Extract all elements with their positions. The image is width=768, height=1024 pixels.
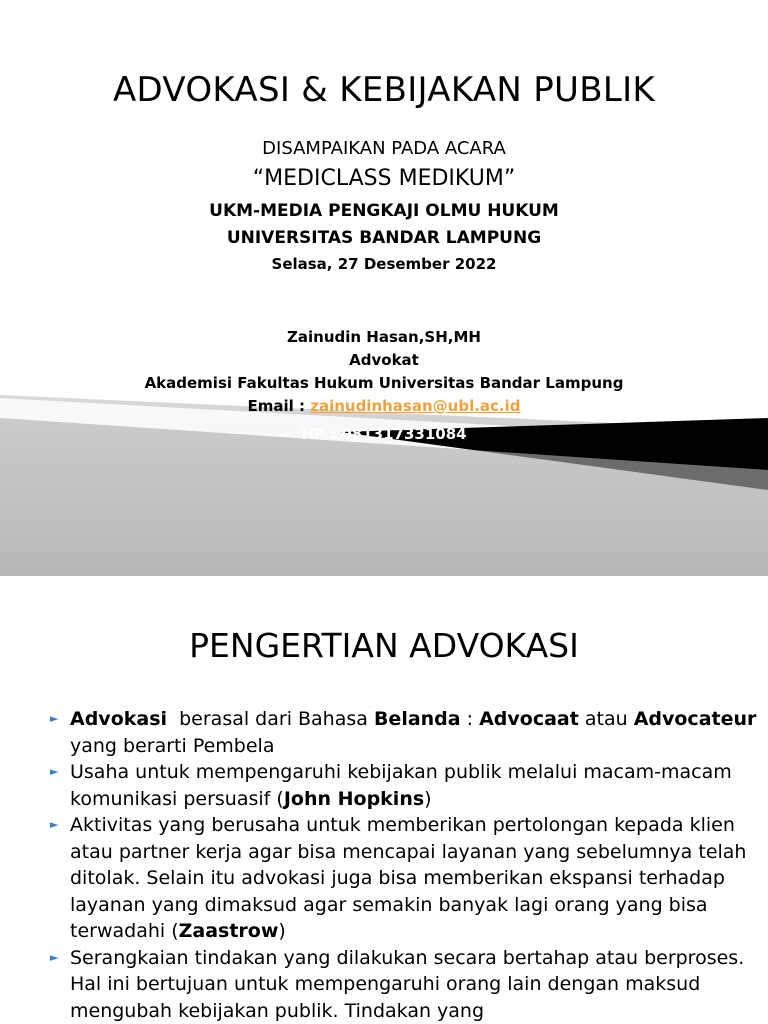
list-item <box>50 706 760 759</box>
list-item <box>50 759 760 812</box>
event-date: Selasa, 27 Desember 2022 <box>271 255 497 273</box>
subtitle: DISAMPAIKAN PADA ACARA <box>262 138 506 159</box>
bullet-text: Serangkaian tindakan yang dilakukan secara bertahap atau berproses. Hal ini bertujuan untuk mempengaruhi orang lain dengan maksud mengubah kebijakan publik. Tindakan yang <box>70 946 745 1022</box>
speaker-name: Zainudin Hasan,SH,MH <box>287 328 481 346</box>
university: UNIVERSITAS BANDAR LAMPUNG <box>226 228 542 248</box>
slide-title: ADVOKASI & KEBIJAKAN PUBLIK <box>112 70 656 110</box>
email-label: Email : <box>247 397 311 415</box>
bullet-text: atau <box>578 708 634 730</box>
email-line <box>0 397 768 415</box>
email-link[interactable]: zainudinhasan@ubl.ac.id <box>310 397 521 415</box>
organizer: UKM-MEDIA PENGKAJI OLMU HUKUM <box>209 201 559 221</box>
event-name: “MEDICLASS MEDIKUM” <box>252 166 516 191</box>
speaker-role: Advokat <box>349 351 419 369</box>
phone-number: HP : 081317331084 <box>301 425 467 443</box>
term-advocaat: Advocaat <box>479 708 579 730</box>
bullet-text: berasal dari Bahasa <box>167 708 374 730</box>
triangle-right-icon: ► <box>50 712 59 725</box>
triangle-right-icon: ► <box>50 950 59 964</box>
bullet-text: yang berarti Pembela <box>70 734 275 757</box>
bullet-text: ) <box>424 787 432 810</box>
bullet-text: Usaha untuk mempengaruhi kebijakan publik melalui macam-macam komunikasi persuasif ( <box>70 761 732 810</box>
speaker-affiliation: Akademisi Fakultas Hukum Universitas Bandar Lampung <box>144 374 624 392</box>
list-item <box>50 945 760 1024</box>
bullet-text: Aktivitas yang berusaha untuk memberikan pertolongan kepada klien atau partner kerja agar bisa mencapai layanan yang sebelumnya telah ditolak. Selain itu advokasi juga bisa memberikan ekspansi terhadap layanan yang dimaksud agar semakin banyak lagi orang yang bisa terwadahi ( <box>70 814 747 942</box>
bullet-list <box>50 706 760 1024</box>
term-advokasi: Advokasi <box>70 708 168 730</box>
source-name: Zaastrow <box>178 920 279 942</box>
definition-slide <box>0 590 768 1024</box>
term-belanda: Belanda <box>373 708 461 730</box>
triangle-right-icon: ► <box>50 765 59 778</box>
term-advocateur: Advocateur <box>633 708 757 730</box>
bullet-text: : <box>460 708 480 730</box>
source-name: John Hopkins <box>283 787 425 810</box>
slide-title-2: PENGERTIAN ADVOKASI <box>189 626 579 665</box>
triangle-right-icon: ► <box>50 818 59 831</box>
slide-divider <box>0 576 768 590</box>
list-item <box>50 812 760 945</box>
bullet-text: ) <box>278 920 286 942</box>
